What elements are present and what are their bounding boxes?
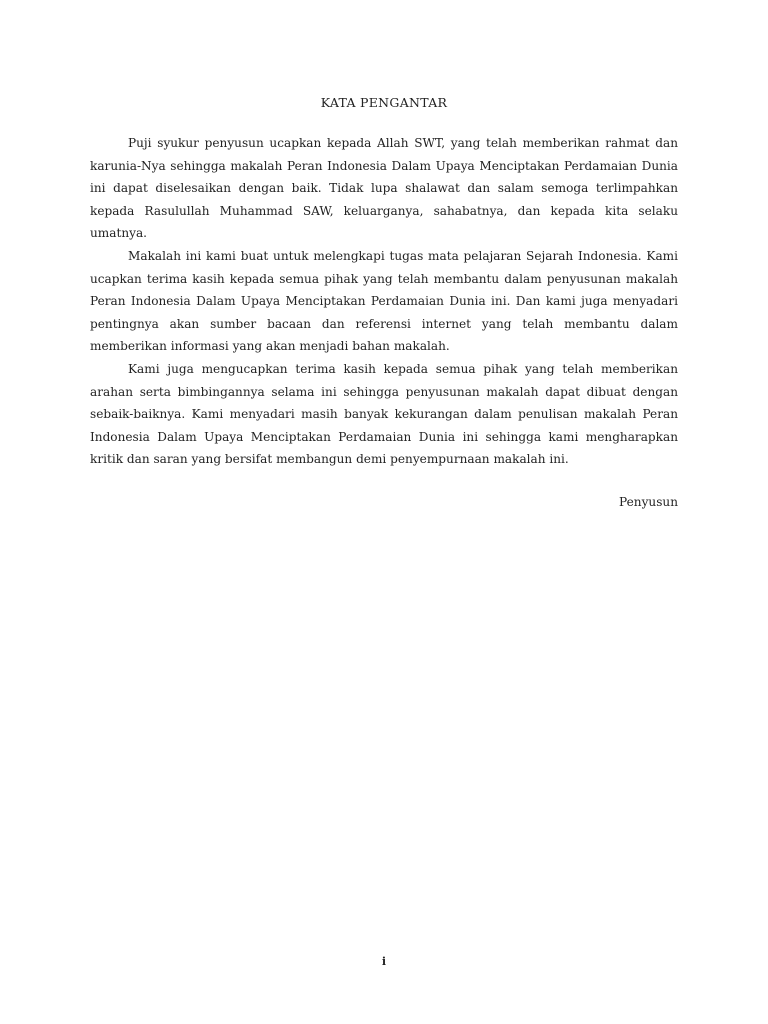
paragraph-1: Puji syukur penyusun ucapkan kepada Allah SWT, yang telah memberikan rahmat dan karunia-Nya sehingga makalah Peran Indonesia Dalam Upaya Menciptakan Perdamaian Dunia ini dapat diselesaikan dengan baik. Tidak lupa shalawat dan salam semoga terlimpahkan kepada Rasulullah Muhammad SAW, keluarganya, sahabatnya, dan kepada kita selaku umatnya.: [90, 136, 678, 241]
paragraph-2: Makalah ini kami buat untuk melengkapi tugas mata pelajaran Sejarah Indonesia. Kami ucapkan terima kasih kepada semua pihak yang telah membantu dalam penyusunan makalah Peran Indonesia Dalam Upaya Menciptakan Perdamaian Dunia ini. Dan kami juga menyadari pentingnya akan sumber bacaan dan referensi internet yang telah membantu dalam memberikan informasi yang akan menjadi bahan makalah.: [90, 248, 678, 354]
page-number: i: [381, 955, 387, 968]
signature: Penyusun: [619, 495, 678, 509]
paragraph-3: Kami juga mengucapkan terima kasih kepada semua pihak yang telah memberikan arahan serta bimbingannya selama ini sehingga penyusunan makalah dapat dibuat dengan sebaik-baiknya. Kami menyadari masih banyak kekurangan dalam penulisan makalah Peran Indonesia Dalam Upaya Menciptakan Perdamaian Dunia ini sehingga kami mengharapkan kritik dan saran yang bersifat membangun demi penyempurnaan makalah ini.: [90, 361, 678, 467]
page-title: KATA PENGANTAR: [320, 95, 448, 110]
body-text: [90, 132, 678, 471]
